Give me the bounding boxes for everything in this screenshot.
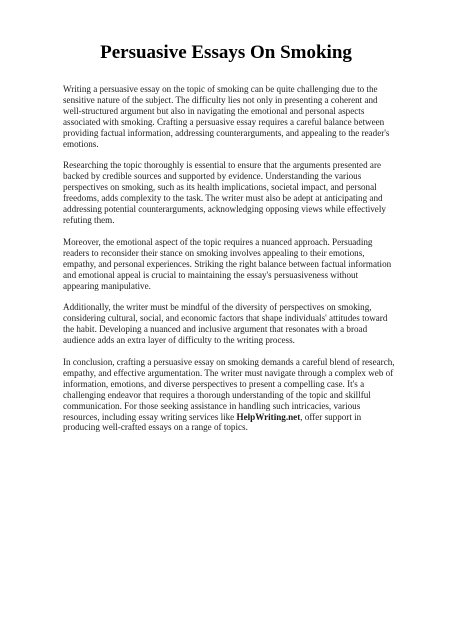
helpwriting-link[interactable]: HelpWriting.net: [236, 411, 301, 422]
paragraph-conclusion: [63, 357, 395, 433]
conclusion-text-end: , offer support in producing well-crafted essays on a range of topics.: [63, 411, 362, 433]
paragraph-research: Researching the topic thoroughly is essential to ensure that the arguments presented are backed by credible sources and supported by evidence. Understanding the various perspectives on smoking, such as its health implications, societal impact, and personal freedoms, adds complexity to the task. The writer must also be adept at anticipating and addressing potential counterarguments, acknowledging opposing views while effectively refuting them.: [63, 160, 386, 225]
paragraph-diversity: Additionally, the writer must be mindful of the diversity of perspectives on smoking, considering cultural, social, and economic factors that shape individuals' attitudes toward the habit. Developing a nuanced and inclusive argument that resonates with a broad audience adds an extra layer of difficulty to the writing process.: [63, 302, 388, 346]
conclusion-text: In conclusion, crafting a persuasive essay on smoking demands a careful blend of research, empathy, and effective argumentation. The writer must navigate through a complex web of information, emotions, and diverse perspectives to present a compelling case. It's a challenging endeavor that requires a thorough understanding of the topic and skillful communication. For those seeking assistance in handling such intricacies, various resources, including essay writing services like: [63, 357, 395, 422]
paragraph-intro: Writing a persuasive essay on the topic of smoking can be quite challenging due to the sensitive nature of the subject. The difficulty lies not only in presenting a coherent and well-structured argument but also in navigating the emotional and personal aspects associated with smoking. Crafting a persuasive essay requires a careful balance between providing factual information, addressing counterarguments, and appealing to the reader's emotions.: [63, 84, 390, 149]
essay-body: [63, 84, 395, 444]
paragraph-emotional: Moreover, the emotional aspect of the topic requires a nuanced approach. Persuading readers to reconsider their stance on smoking involves appealing to their emotions, empathy, and personal experiences. Striking the right balance between factual information and emotional appeal is crucial to maintaining the essay's persuasiveness without appearing manipulative.: [63, 236, 392, 291]
page-title: Persuasive Essays On Smoking: [100, 42, 352, 63]
